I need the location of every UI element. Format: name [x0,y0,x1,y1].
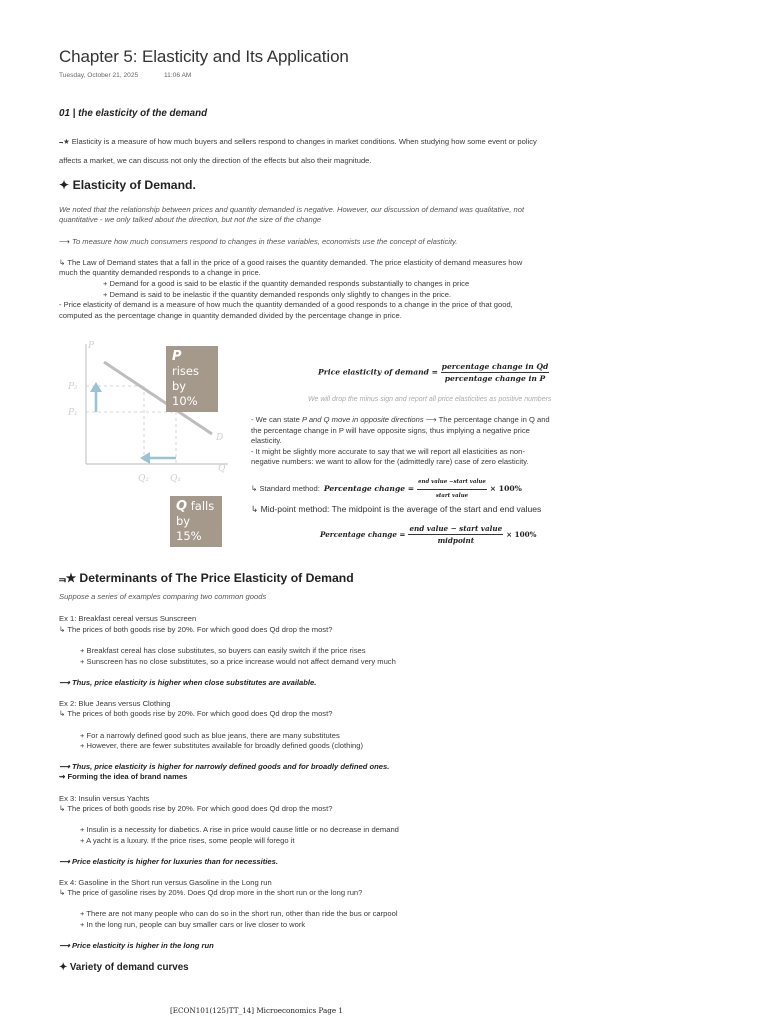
ex3-bullet-1: + Insulin is a necessity for diabetics. A rise in price would cause little or no decrease in demand [80,825,399,834]
ex3-question: ↳ The prices of both goods rise by 20%. For which good does Qd drop the most? [59,804,333,813]
note2-line1: - It might be slightly more accurate to say that we will report all elasticities as non- [251,447,525,456]
midpoint-formula: Percentage change = $\frac{\text{end value − start value}}{\text{midpoint}}$ × 100% [320,524,537,545]
ped-line-1: - Price elasticity of demand is a measure of how much the quantity demanded of a good responds to a change in the price of that good, [59,300,513,309]
q1-label: Q₁ [170,474,181,484]
bullet-inelastic: + Demand is said to be inelastic if the quantity demanded responds only slightly to changes in the price. [103,290,452,299]
ex3-bullet-2: + A yacht is a luxury. If the price rises, some people will forego it [80,836,295,845]
axis-q-label: Q [218,464,226,474]
section-heading-01: 01 | the elasticity of the demand [59,108,208,119]
ex4-title: Ex 4: Gasoline in the Short run versus Gasoline in the Long run [59,878,272,887]
ped-line-2: computed as the percentage change in quantity demanded divided by the percentage change in price. [59,311,402,320]
quantity-fall-badge: Q falls by 15% [170,496,222,547]
standard-method: ↳ Standard method: Percentage change = $\frac{\text{end value −start value}}{\text{start value}}$ × 100% [251,479,522,499]
axis-p-label: P [88,341,95,351]
elasticity-italic-line-1: We noted that the relationship between prices and quantity demanded is negative. However, our discussion of demand was qualitative, not [59,205,525,214]
page-title: Chapter 5: Elasticity and Its Application [59,47,349,66]
ex1-question: ↳ The prices of both goods rise by 20%. For which good does Qd drop the most? [59,625,333,634]
note1-line3: elasticity. [251,436,282,445]
ex4-question: ↳ The price of gasoline rises by 20%. Does Qd drop more in the short run or the long run? [59,888,363,897]
ex4-bullet-2: + In the long run, people can buy smaller cars or live closer to work [80,920,306,929]
note1-line2: the percentage change in P will have opposite signs, thus implying a negative price [251,426,530,435]
intro-line-2: affects a market, we can discuss not only the direction of the effects but also their magnitude. [59,156,372,165]
bullet-elastic: + Demand for a good is said to be elastic if the quantity demanded responds substantially to changes in price [103,279,470,288]
ex3-title: Ex 3: Insulin versus Yachts [59,794,150,803]
ex2-bullet-2: + However, there are fewer substitutes available for broadly defined goods (clothing) [80,741,364,750]
elasticity-heading: ✦ Elasticity of Demand. [59,178,196,192]
intro-line-1: ⫬★ Elasticity is a measure of how much buyers and sellers respond to changes in market conditions. When studying how some event or policy [59,137,537,146]
ex3-conclusion: ⟶ Price elasticity is higher for luxuries than for necessities. [59,857,278,866]
ex2-bullet-1: + For a narrowly defined good such as blue jeans, there are many substitutes [80,731,340,740]
variety-heading: ✦ Variety of demand curves [59,962,189,973]
determinants-heading: ⫬★ Determinants of The Price Elasticity of Demand [59,571,354,585]
p2-label: P₂ [68,382,78,392]
curve-d-label: D [216,433,224,443]
page-footer: [ECON101(125)TT_14] Microeconomics Page 1 [170,1006,343,1015]
p1-label: P₁ [68,408,78,418]
ex1-title: Ex 1: Breakfast cereal versus Sunscreen [59,614,197,623]
note1-line1: - We can state P and Q move in opposite directions ⟶ The percentage change in Q and [251,415,550,424]
elasticity-italic-line-2: quantitative - we only talked about the direction, but not the size of the change [59,215,322,224]
ped-formula: Price elasticity of demand = $\frac{\text{percentage change in Qd}}{\text{percentage change in P}}$ [318,362,549,383]
law-line-1: ↳ The Law of Demand states that a fall in the price of a good raises the quantity demanded. The price elasticity of demand measures how [59,258,523,267]
long-arrow-icon: ⟶ [59,237,70,246]
ex4-conclusion: ⟶ Price elasticity is higher in the long run [59,941,214,950]
ex2-conclusion: ⟶ Thus, price elasticity is higher for narrowly defined goods and for broadly defined ones. [59,762,390,771]
price-rise-badge: P rises by 10% [166,346,218,412]
ex2-brand-note: ⇝ Forming the idea of brand names [59,772,188,781]
midpoint-method: ↳ Mid-point method: The midpoint is the average of the start and end values [251,504,542,514]
ex1-bullet-1: + Breakfast cereal has close substitutes, so buyers can easily switch if the price rises [80,646,366,655]
page-time: 11:06 AM [164,72,192,79]
law-line-2: much the quantity demanded responds to a change in price. [59,268,261,277]
page-date: Tuesday, October 21, 2025 [59,72,139,79]
drop-sign-note: We will drop the minus sign and report all price elasticities as positive numbers [308,396,552,403]
note2-line2: negative numbers: we want to allow for the (admittedly rare) case of zero elasticity. [251,457,529,466]
ex1-conclusion: ⟶ Thus, price elasticity is higher when close substitutes are available. [59,678,317,687]
ex2-title: Ex 2: Blue Jeans versus Clothing [59,699,171,708]
ex4-bullet-1: + There are not many people who can do so in the short run, other than ride the bus or carpool [80,909,398,918]
determinants-intro: Suppose a series of examples comparing two common goods [59,592,267,601]
q2-label: Q₂ [138,474,149,484]
ex1-bullet-2: + Sunscreen has no close substitutes, so a price increase would not affect demand very much [80,657,396,666]
arrow-line: ⟶ To measure how much consumers respond to changes in these variables, economists use the concept of elasticity. [59,237,458,246]
ex2-question: ↳ The prices of both goods rise by 20%. For which good does Qd drop the most? [59,709,333,718]
